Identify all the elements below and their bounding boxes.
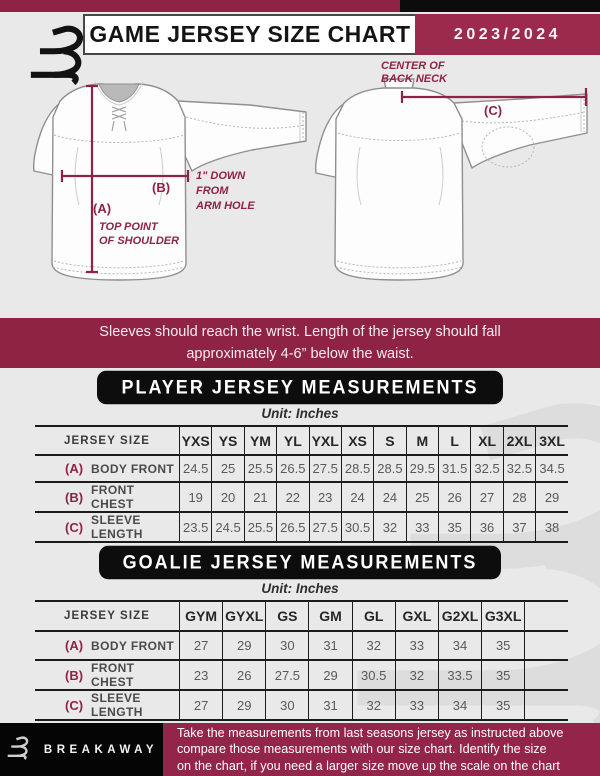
size-column-header: YL <box>277 426 309 455</box>
measurement-value: 24 <box>374 482 406 512</box>
top-strip-black <box>400 0 600 12</box>
player-unit-label: Unit: Inches <box>261 406 339 421</box>
row-key: (C) <box>65 697 84 713</box>
row-key: (B) <box>65 489 84 505</box>
measurement-value: 29 <box>223 690 266 720</box>
size-column-header: GL <box>352 601 395 631</box>
row-key: (B) <box>65 667 84 683</box>
measurement-value: 27 <box>471 482 503 512</box>
measurement-value: 32.5 <box>471 455 503 482</box>
fit-notice-band <box>0 318 600 368</box>
measurement-value: 33 <box>395 631 438 660</box>
measurement-value: 26.5 <box>277 455 309 482</box>
fit-notice-line2: approximately 4-6” below the waist. <box>186 346 414 362</box>
measurement-value: 32 <box>352 631 395 660</box>
jersey-size-header: JERSEY SIZE <box>63 610 151 622</box>
size-column-header: GYM <box>180 601 223 631</box>
size-column-header: GS <box>266 601 309 631</box>
row-name: SLEEVE LENGTH <box>91 513 143 541</box>
measurement-value: 33.5 <box>438 660 481 690</box>
goalie-section-title: GOALIE JERSEY MEASUREMENTS <box>99 546 502 579</box>
measurement-value: 30 <box>266 690 309 720</box>
title-banner <box>83 14 415 55</box>
measurement-row <box>35 660 568 690</box>
row-name: FRONT CHEST <box>91 661 135 689</box>
size-header-row <box>35 426 568 455</box>
measurement-value: 34 <box>438 690 481 720</box>
measurement-value: 19 <box>180 482 212 512</box>
player-section-title: PLAYER JERSEY MEASUREMENTS <box>97 371 502 404</box>
measurement-row-label <box>35 660 180 690</box>
measurement-row <box>35 455 568 482</box>
measurement-value: 28.5 <box>374 455 406 482</box>
season-label: 2023/2024 <box>453 25 562 43</box>
top-strip-maroon <box>0 0 400 12</box>
measurement-value: 30 <box>266 631 309 660</box>
size-column-header: XL <box>471 426 503 455</box>
row-key: (C) <box>65 519 84 535</box>
jersey-size-header: JERSEY SIZE <box>63 434 151 447</box>
measurement-value: 30.5 <box>341 512 373 542</box>
footer-instructions-line1: Take the measurements from last seasons jersey as instructed above <box>177 725 564 740</box>
size-column-header: 3XL <box>536 426 568 455</box>
measurement-value: 20 <box>212 482 244 512</box>
row-key: (A) <box>65 461 84 476</box>
measurement-value: 25.5 <box>244 512 276 542</box>
measurement-value: 28 <box>503 482 535 512</box>
size-column-header: L <box>439 426 471 455</box>
caption-a-line2: OF SHOULDER <box>99 235 180 247</box>
measurement-value: 29.5 <box>406 455 438 482</box>
player-size-table <box>35 425 568 543</box>
measurement-value: 33 <box>395 690 438 720</box>
size-column-header: M <box>406 426 438 455</box>
measurement-value: 26.5 <box>277 512 309 542</box>
row-name: BODY FRONT <box>91 461 175 476</box>
measurement-value: 31 <box>309 690 352 720</box>
size-column-header: S <box>374 426 406 455</box>
measurement-value: 34 <box>438 631 481 660</box>
jersey-back-diagram <box>316 79 587 280</box>
measurement-value <box>525 690 568 720</box>
breakaway-footer-logo <box>5 733 35 767</box>
caption-b-line3: ARM HOLE <box>196 200 255 212</box>
footer-instructions-line2: compare those measurements with our size chart. Identify the size <box>177 742 547 757</box>
row-name: FRONT CHEST <box>91 483 135 511</box>
measurement-row <box>35 690 568 720</box>
page-title: GAME JERSEY SIZE CHART <box>89 21 411 47</box>
measurement-value: 26 <box>223 660 266 690</box>
fit-notice-line1: Sleeves should reach the wrist. Length of the jersey should fall <box>99 323 501 340</box>
row-key: (A) <box>65 638 84 653</box>
size-column-header: G2XL <box>438 601 481 631</box>
footer-instructions <box>163 723 600 776</box>
measurement-value: 27.5 <box>266 660 309 690</box>
measurement-value: 35 <box>482 660 525 690</box>
measurement-value: 27.5 <box>309 455 341 482</box>
measurement-value: 27 <box>180 690 223 720</box>
season-badge <box>415 14 600 55</box>
measurement-value: 24 <box>341 482 373 512</box>
caption-c-line1: CENTER OF <box>381 60 445 72</box>
measurement-value: 27.5 <box>309 512 341 542</box>
measurement-value: 34.5 <box>536 455 568 482</box>
measurement-value: 32 <box>374 512 406 542</box>
player-measurements-section <box>0 372 600 543</box>
label-b: (B) <box>152 180 171 195</box>
size-column-header: G3XL <box>482 601 525 631</box>
size-column-header: YS <box>212 426 244 455</box>
measurement-value: 23 <box>309 482 341 512</box>
measurement-value: 23 <box>180 660 223 690</box>
goalie-size-table <box>35 600 568 721</box>
caption-c-line2: BACK NECK <box>381 73 447 85</box>
measurement-value: 30.5 <box>352 660 395 690</box>
measurement-value: 32.5 <box>503 455 535 482</box>
measurement-row <box>35 482 568 512</box>
size-column-header: XS <box>341 426 373 455</box>
measurement-value: 29 <box>223 631 266 660</box>
size-column-header: YXL <box>309 426 341 455</box>
brand-name: BREAKAWAY <box>43 743 159 756</box>
measurement-value: 35 <box>482 631 525 660</box>
measurement-value: 31.5 <box>439 455 471 482</box>
measurement-value: 25 <box>406 482 438 512</box>
size-column-header: GYXL <box>223 601 266 631</box>
measurement-value: 32 <box>352 690 395 720</box>
measurement-row-label <box>35 512 180 542</box>
size-column-header: YXS <box>180 426 212 455</box>
measurement-value: 25.5 <box>244 455 276 482</box>
measurement-value <box>525 660 568 690</box>
measurement-value: 24.5 <box>180 455 212 482</box>
measurement-value: 35 <box>439 512 471 542</box>
footer-instructions-line3: on the chart, if you need a larger size move up the scale on the chart <box>177 758 560 773</box>
measurement-row-label <box>35 631 180 660</box>
measurement-value: 22 <box>277 482 309 512</box>
label-a: (A) <box>93 201 112 216</box>
caption-b-line2: FROM <box>196 185 229 197</box>
footer-brand-box <box>0 723 163 776</box>
measurement-value: 27 <box>180 631 223 660</box>
footer <box>0 723 600 776</box>
size-column-header: GXL <box>395 601 438 631</box>
measurement-row <box>35 631 568 660</box>
measurement-value: 29 <box>309 660 352 690</box>
caption-b-line1: 1" DOWN <box>196 170 246 182</box>
label-c: (C) <box>484 103 503 118</box>
measurement-value: 35 <box>482 690 525 720</box>
measurement-row <box>35 512 568 542</box>
measurement-value: 28.5 <box>341 455 373 482</box>
goalie-unit-label: Unit: Inches <box>261 581 339 596</box>
measurement-value: 32 <box>395 660 438 690</box>
measurement-value: 23.5 <box>180 512 212 542</box>
goalie-measurements-section <box>0 547 600 721</box>
row-name: BODY FRONT <box>91 638 175 653</box>
measurement-value: 38 <box>536 512 568 542</box>
caption-a-line1: TOP POINT <box>99 221 158 233</box>
measurement-row-label <box>35 482 180 512</box>
measurement-value: 36 <box>471 512 503 542</box>
row-name: SLEEVE LENGTH <box>91 691 143 719</box>
size-column-header: GM <box>309 601 352 631</box>
measurement-value: 26 <box>439 482 471 512</box>
measurement-value: 37 <box>503 512 535 542</box>
measurement-value: 21 <box>244 482 276 512</box>
measurement-value: 24.5 <box>212 512 244 542</box>
measurement-value: 33 <box>406 512 438 542</box>
size-column-header: YM <box>244 426 276 455</box>
measurement-row-label <box>35 690 180 720</box>
measurement-value: 25 <box>212 455 244 482</box>
size-column-header <box>525 601 568 631</box>
size-header-row <box>35 601 568 631</box>
measurement-row-label <box>35 455 180 482</box>
measurement-value <box>525 631 568 660</box>
measurement-value: 31 <box>309 631 352 660</box>
breakaway-logo <box>24 16 100 104</box>
measurement-value: 29 <box>536 482 568 512</box>
size-column-header: 2XL <box>503 426 535 455</box>
